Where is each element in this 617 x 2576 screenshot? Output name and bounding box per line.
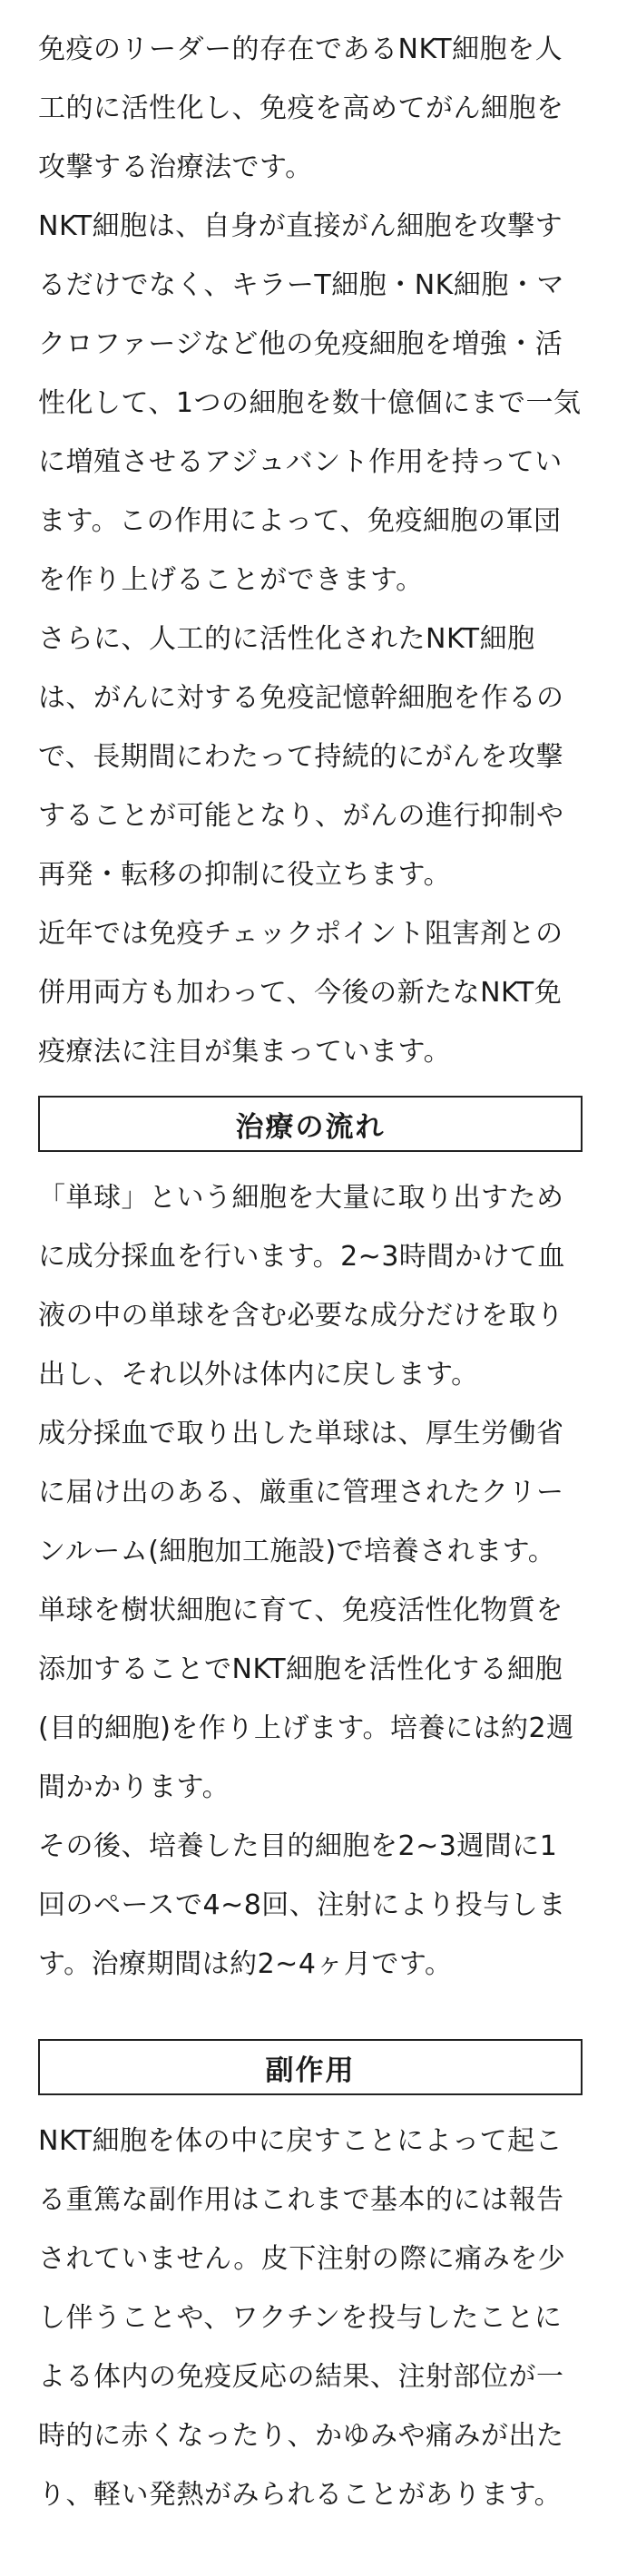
- flow-paragraph-2: 成分採血で取り出した単球は、厚生労働省に届け出のある、厳重に管理されたクリーンルーム(細胞加工施設)で培養されます。単球を樹状細胞に育て、免疫活性化物質を添加することでNKT細胞を活性化する細胞(目的細胞)を作り上げます。培養には約2週間かかります。: [38, 1418, 574, 1803]
- side-effects-paragraph: NKT細胞を体の中に戻すことによって起こる重篤な副作用はこれまで基本的には報告されていません。皮下注射の際に痛みを少し伴うことや、ワクチンを投与したことによる体内の免疫反応の結果、注射部位が一時的に赤くなったり、かゆみや痛みが出たり、軽い発熱がみられることがあります。: [38, 2125, 566, 2511]
- intro-paragraph-1: 免疫のリーダー的存在であるNKT細胞を人工的に活性化し、免疫を高めてがん細胞を攻撃する治療法です。: [38, 34, 564, 183]
- side-effects-heading: 副作用: [38, 2039, 583, 2095]
- treatment-flow-heading: 治療の流れ: [38, 1096, 583, 1152]
- flow-paragraph-1: 「単球」という細胞を大量に取り出すために成分採血を行います。2~3時間かけて血液の中の単球を含む必要な成分だけを取り出し、それ以外は体内に戻します。: [38, 1182, 565, 1390]
- intro-section: [38, 20, 583, 1081]
- treatment-flow-section: [38, 1096, 583, 1994]
- side-effects-section: [38, 2039, 583, 2524]
- flow-paragraph-3: その後、培養した目的細胞を2~3週間に1回のペースで4~8回、注射により投与します。治療期間は約2~4ヶ月です。: [38, 1830, 566, 1980]
- intro-paragraph-3: さらに、人工的に活性化されたNKT細胞は、がんに対する免疫記憶幹細胞を作るので、長期間にわたって持続的にがんを攻撃することが可能となり、がんの進行抑制や再発・転移の抑制に役立ちます。: [38, 623, 564, 891]
- intro-paragraph-2: NKT細胞は、自身が直接がん細胞を攻撃するだけでなく、キラーT細胞・NK細胞・マクロファージなど他の免疫細胞を増強・活性化して、1つの細胞を数十億個にまで一気に増殖させるアジュバント作用を持っています。この作用によって、免疫細胞の軍団を作り上げることができます。: [38, 210, 582, 596]
- intro-paragraph-4: 近年では免疫チェックポイント阻害剤との併用両方も加わって、今後の新たなNKT免疫療法に注目が集まっています。: [38, 918, 563, 1068]
